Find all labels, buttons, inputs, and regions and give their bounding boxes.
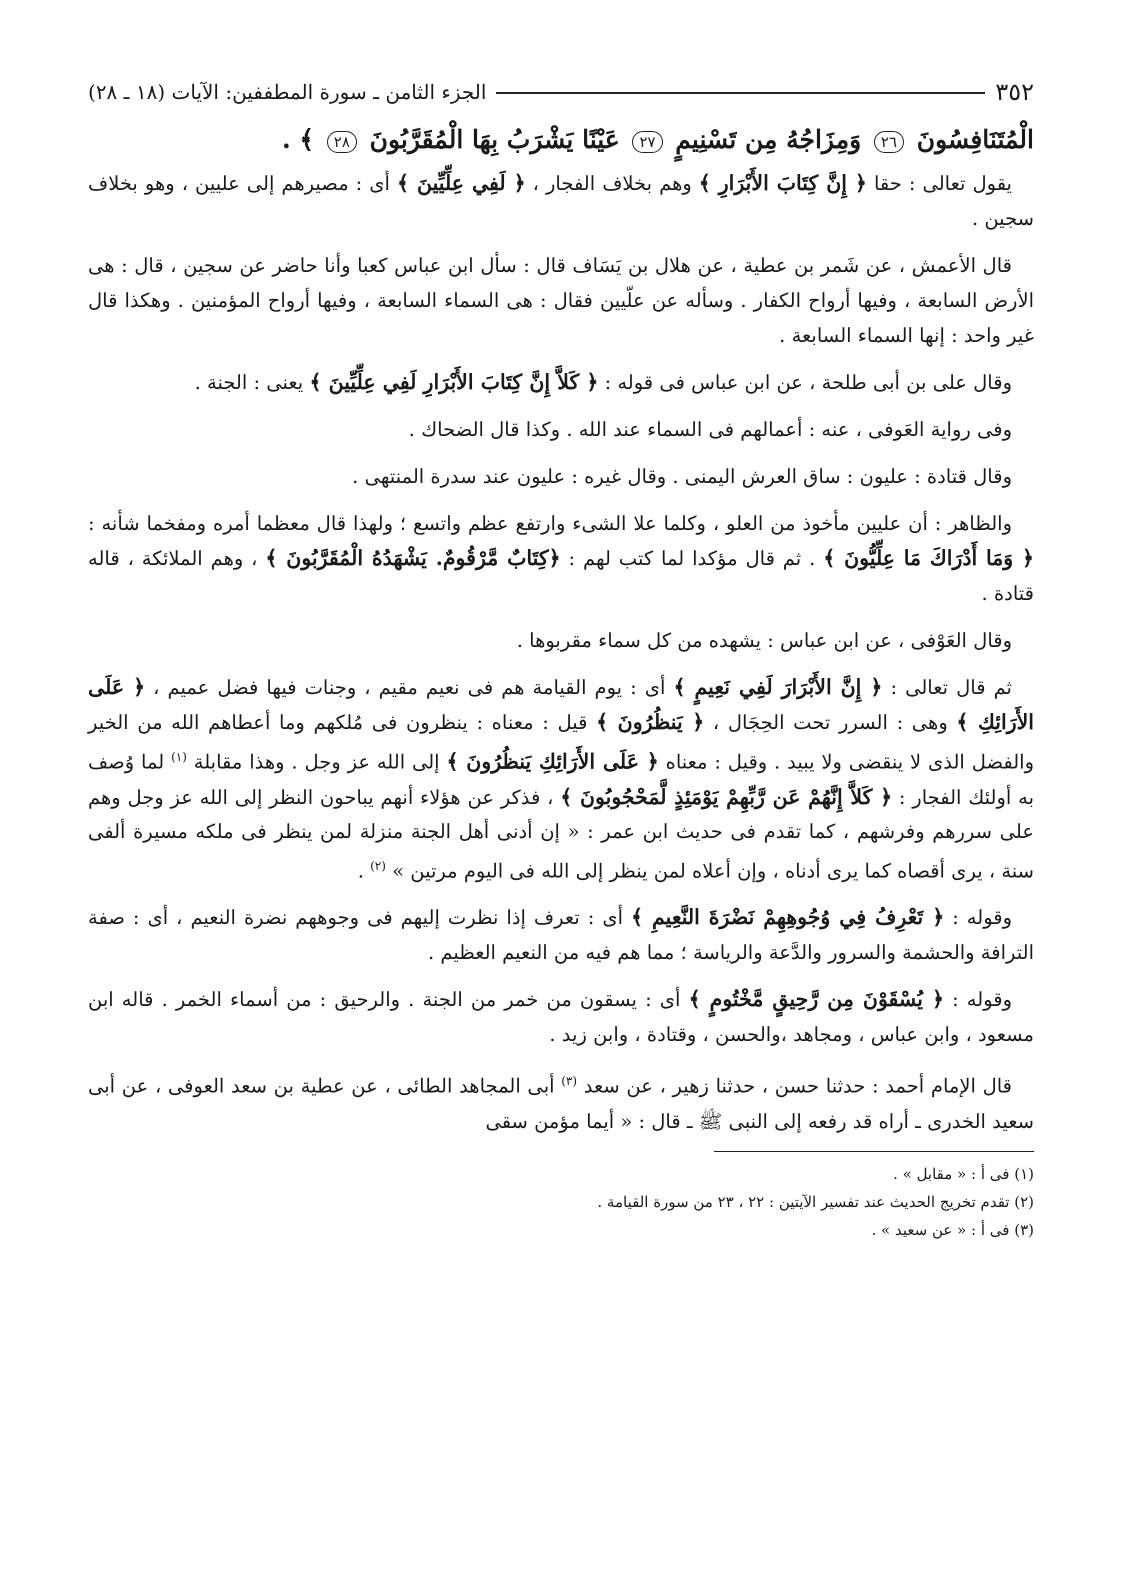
quran-quote: ﴿ إِنَّ الأَبْرَارَ لَفِي نَعِيمٍ ﴾ (673, 675, 883, 699)
text-run: أى : يسقون من خمر من الجنة . والرحيق : من أسماء الخمر . قاله ابن مسعود ، وابن عباس ، ومجاهد ،والحسن ، وقتادة ، وابن زيد . (88, 988, 1034, 1046)
text-run: ثم قال تعالى : (890, 676, 1012, 699)
paragraph (88, 365, 1034, 400)
verse-close: ﴾ . (281, 125, 315, 154)
text-run: أى : تعرف إذا نظرت إليهم فى وجوههم نضرة النعيم ، أى : صفة الترافة والحشمة والسرور والدَّعة والرياسة ؛ مما هم فيه من النعيم العظيم . (88, 906, 1034, 964)
text-run: وقال قتادة : عليون : ساق العرش اليمنى . وقال غيره : عليون عند سدرة المنتهى . (352, 465, 1012, 488)
paragraph (88, 459, 1034, 494)
footnote-ref[interactable]: (٣) (561, 1074, 578, 1088)
footnote: (٣) فى أ : « عن سعيد » . (871, 1220, 1034, 1239)
footnote: (٢) تقدم تخريج الحديث عند تفسير الآيتين : ٢٢ ، ٢٣ من سورة القيامة . (597, 1192, 1034, 1211)
quran-quote: ﴿ لَفِي عِلِّيِّينَ ﴾ (397, 171, 526, 195)
text-run: يعنى : الجنة . (194, 371, 304, 394)
text-run: أى : مصيرهم إلى عليين ، وهو بخلاف سجين . (88, 172, 1034, 230)
paragraph (88, 623, 1034, 658)
verse-number: ٢٨ (327, 131, 357, 153)
text-run: وقال العَوْفى ، عن ابن عباس : يشهده من كل سماء مقربوها . (516, 629, 1012, 652)
quran-quote: ﴿ كَلاَّ إِنَّ كِتَابَ الأَبْرَارِ لَفِي عِلِّيِّينَ ﴾ (309, 370, 599, 394)
text-run: قال الإمام أحمد : حدثنا حسن ، حدثنا زهير ، عن سعد (583, 1074, 1012, 1098)
text-run: وهم بخلاف الفجار ، (532, 172, 692, 195)
text-run: وهى : السرر تحت الحِجَال ، (712, 711, 948, 734)
verse-text: الْمُتَنَافِسُونَ (916, 125, 1034, 154)
paragraph (88, 166, 1034, 236)
text-run: ، وهم الملائكة ، قاله قتادة . (88, 547, 1034, 605)
page-number: ٣٥٢ (995, 78, 1034, 106)
quran-quote: ﴿ عَلَى الأَرَائِكِ يَنظُرُونَ ﴾ (446, 749, 659, 774)
quran-quote: ﴿ كَلاَّ إِنَّهُمْ عَن رَّبِّهِمْ يَوْمَئِذٍ لَّمَحْجُوبُونَ ﴾ (560, 784, 893, 809)
quran-quote: ﴿ يَنظُرُونَ ﴾ (596, 710, 705, 734)
verse-number: ٢٦ (874, 131, 904, 153)
footnotes (88, 1160, 1034, 1244)
running-title: الجزء الثامن ـ سورة المطففين: الآيات (١٨ ـ ٢٨) (88, 80, 487, 104)
commentary-body (88, 166, 1034, 1139)
verse-text: عَيْنًا يَشْرَبُ بِهَا الْمُقَرَّبُونَ (369, 125, 620, 154)
quran-quote: ﴿ تَعْرِفُ فِي وُجُوهِهِمْ نَضْرَةَ النَّعِيمِ ﴾ (631, 905, 945, 929)
header-rule (496, 92, 985, 94)
text-run: إلى الله عز وجل . وهذا مقابلة (193, 750, 440, 774)
text-run: ، فذكر عن هؤلاء أنهم يباحون النظر إلى الله عز وجل وهم على سررهم وفرشهم ، كما تقدم فى حديث ابن عمر : « إن أدنى أهل الجنة منزلة لمن ينظر فى ملكه مسيرة ألفى سنة ، يرى أقصاه كما يرى أدناه ، وإن أعلاه لمن ينظر إلى الله فى اليوم مرتين » (88, 785, 1034, 882)
text-run: . (357, 859, 364, 882)
quran-verse-line (88, 122, 1034, 158)
paragraph (88, 412, 1034, 447)
verse-number: ٢٧ (632, 131, 662, 153)
text-run: أى : يوم القيامة هم فى نعيم مقيم ، وجنات فيها فضل عميم ، (153, 676, 666, 699)
text-run: وقال على بن أبى طلحة ، عن ابن عباس فى قوله : (604, 371, 1012, 394)
text-run: وقوله : (952, 906, 1013, 929)
text-run: يقول تعالى : حقا (873, 172, 1012, 195)
paragraph (88, 982, 1034, 1052)
verse-text: وَمِزَاجُهُ مِن تَسْنِيمٍ (675, 125, 862, 154)
text-run: . ثم قال مؤكدا لما كتب لهم : (568, 547, 816, 570)
text-run: والظاهر : أن عليين مأخوذ من العلو ، وكلما علا الشىء وارتفع عظم واتسع ؛ ولهذا قال معظما أمره ومفخما شأنه : (88, 512, 1012, 535)
quran-quote: ﴿ وَمَا أَدْرَاكَ مَا عِلِّيُّونَ ﴾ (823, 546, 1035, 570)
text-run: قال الأعمش ، عن شَمر بن عطية ، عن هلال بن يَسَاف قال : سأل ابن عباس كعبا وأنا حاضر عن سجين ، قال : هى الأرض السابعة ، وفيها أرواح الكفار . وسأله عن علّيين فقال : هى السماء السابعة ، وفيها أرواح المؤمنين . وهكذا قال غير واحد : إنها السماء السابعة . (88, 254, 1034, 347)
text-run: أبى المجاهد الطائى ، عن عطية بن سعد العوفى ، عن أبى سعيد الخدرى ـ أراه قد رفعه إلى النبى ﷺ ـ قال : « أيما مؤمن سقى (88, 1074, 1034, 1133)
quran-quote: ﴿ يُسْقَوْنَ مِن رَّحِيقٍ مَّخْتُومٍ ﴾ (688, 987, 944, 1011)
quran-quote: ﴿ عَلَى الأَرَائِكِ ﴾ (88, 675, 1034, 734)
paragraph (88, 1064, 1034, 1139)
quran-quote: ﴿كِتَابٌ مَّرْقُومٌ. يَشْهَدُهُ الْمُقَرَّبُونَ ﴾ (265, 546, 561, 570)
footnote-ref[interactable]: (١) (171, 750, 187, 764)
text-run: وفى رواية العَوفى ، عنه : أعمالهم فى السماء عند الله . وكذا قال الضحاك . (408, 418, 1012, 441)
footnote: (١) فى أ : « مقابل » . (893, 1164, 1034, 1183)
text-run: قيل : معناه : ينظرون فى مُلكهم وما أعطاهم الله من الخير والفضل الذى لا ينقضى ولا يبيد . وقيل : معناه (88, 711, 1035, 774)
paragraph (88, 506, 1034, 611)
footnote-ref[interactable]: (٢) (370, 858, 386, 873)
text-run: لما وُصف به أولئك الفجار : (88, 750, 1035, 809)
paragraph (88, 248, 1034, 353)
paragraph (88, 670, 1034, 888)
quran-quote: ﴿ إِنَّ كِتَابَ الأَبْرَارِ ﴾ (698, 171, 867, 195)
text-run: وقوله : (952, 988, 1013, 1011)
footnote-rule (714, 1151, 1034, 1152)
running-head (88, 70, 1034, 114)
paragraph (88, 900, 1034, 970)
